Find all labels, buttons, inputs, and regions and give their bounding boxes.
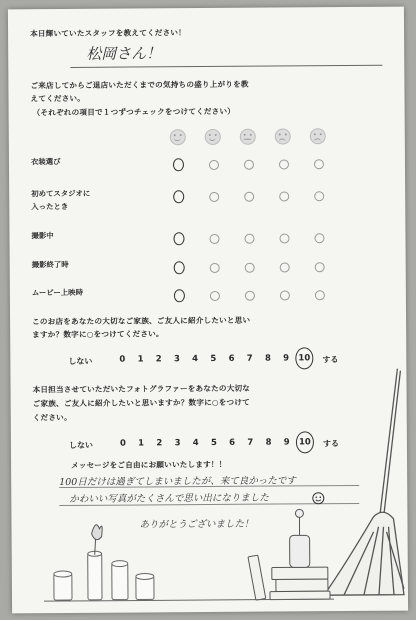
message-prompt: メッセージをご自由にお願いいたします！！ xyxy=(71,459,227,470)
survey-sheet xyxy=(8,7,408,614)
happy-face-icon xyxy=(205,129,221,145)
mood-question-line1: ご来店してからご退店いただくまでの気持ちの盛り上がりを教 xyxy=(30,79,249,91)
scale-number[interactable]: 10 xyxy=(298,437,311,448)
scale-number[interactable]: 0 xyxy=(119,438,126,449)
mood-rating-option[interactable] xyxy=(280,290,290,300)
scale-number[interactable]: 9 xyxy=(283,437,290,448)
message-line1[interactable]: 100日だけは過ぎてしまいましたが、来て良かったです xyxy=(59,475,296,489)
neutral-face-icon xyxy=(240,129,256,145)
mood-rating-option[interactable] xyxy=(210,263,220,273)
recommend-store-line2: ますか？数字に○をつけてください。 xyxy=(32,329,164,340)
recommend-photographer-line1: 本日担当させていただいたフォトグラファーをあなたの大切な xyxy=(32,383,251,395)
rose-icon xyxy=(91,525,102,555)
mood-rating-option[interactable] xyxy=(174,289,185,302)
mood-row-label-costume: 衣装選び xyxy=(30,157,61,167)
mood-rating-option[interactable] xyxy=(279,191,289,201)
mood-rating-option[interactable] xyxy=(314,233,324,243)
staff-answer-line xyxy=(70,65,382,68)
scale-number[interactable]: 7 xyxy=(246,353,253,364)
scale-number[interactable]: 6 xyxy=(229,437,236,448)
scale-number[interactable]: 9 xyxy=(283,353,290,364)
recommend-store-low: しない xyxy=(68,356,93,366)
recommend-photographer-high: する xyxy=(322,439,339,449)
mood-rating-grid xyxy=(8,7,404,10)
message-line2[interactable]: かわいい写真がたくさんで思い出になりました xyxy=(69,492,269,505)
recommend-photographer-low: しない xyxy=(68,440,93,450)
staff-answer[interactable]: 松岡さん！ xyxy=(86,44,162,63)
message-line3[interactable]: ありがとうございました！ xyxy=(139,518,254,531)
candle-icon xyxy=(54,551,154,600)
mood-rating-option[interactable] xyxy=(210,291,220,301)
mood-rating-option[interactable] xyxy=(173,158,184,171)
scale-number[interactable]: 5 xyxy=(210,353,217,364)
scale-number[interactable]: 2 xyxy=(156,438,163,449)
mood-rating-option[interactable] xyxy=(279,233,289,243)
recommend-photographer-line2: ご家族、ご友人に紹介したいと思いますか？数字に○をつけて xyxy=(32,397,250,409)
scale-number[interactable]: 5 xyxy=(210,437,217,448)
mood-rating-option[interactable] xyxy=(209,192,219,202)
scale-number[interactable]: 3 xyxy=(173,354,180,365)
mood-rating-option[interactable] xyxy=(173,190,184,203)
recommend-store-line1: このお店をあなたの大切なご家族、ご友人に紹介したいと思い xyxy=(32,315,251,327)
scale-number[interactable]: 7 xyxy=(247,437,254,448)
mood-rating-option[interactable] xyxy=(245,263,255,273)
mood-rating-option[interactable] xyxy=(314,159,324,169)
mood-question-line2: えてください。 xyxy=(30,93,86,104)
scale-number[interactable]: 8 xyxy=(264,353,271,364)
unhappy-face-icon xyxy=(275,128,291,144)
decorative-illustration xyxy=(32,367,406,610)
mood-rating-option[interactable] xyxy=(209,160,219,170)
selected-score-circle xyxy=(295,347,313,369)
mood-rating-option[interactable] xyxy=(244,192,254,202)
mood-note: （それぞれの項目で１つずつチェックをつけてください） xyxy=(32,106,236,118)
recommend-store-high: する xyxy=(322,355,339,365)
mood-rating-option[interactable] xyxy=(244,160,254,170)
mood-row-label-first-entry-2: 入ったとき xyxy=(31,201,69,212)
mood-rating-option[interactable] xyxy=(315,290,325,300)
books-icon xyxy=(248,555,330,601)
scale-number[interactable]: 8 xyxy=(265,437,272,448)
mood-row-label-shooting-end: 撮影終了時 xyxy=(31,259,69,270)
mood-row-label-movie: ムービー上映時 xyxy=(31,287,83,298)
broom-icon xyxy=(322,369,404,596)
mood-rating-option[interactable] xyxy=(174,261,185,274)
scale-number[interactable]: 3 xyxy=(174,438,181,449)
recommend-photographer-line3: ください。 xyxy=(32,412,72,423)
scale-number[interactable]: 1 xyxy=(137,354,144,365)
scale-number[interactable]: 6 xyxy=(228,353,235,364)
scale-number[interactable]: 4 xyxy=(192,354,199,365)
mood-rating-option[interactable] xyxy=(314,191,324,201)
mood-rating-option[interactable] xyxy=(280,262,290,272)
scale-number[interactable]: 10 xyxy=(298,353,311,364)
very-unhappy-face-icon xyxy=(310,128,326,144)
mood-rating-option[interactable] xyxy=(245,291,255,301)
mood-rating-option[interactable] xyxy=(244,234,254,244)
staff-question: 本日輝いていたスタッフを教えてください！ xyxy=(30,28,186,39)
mood-row-label-shooting: 撮影中 xyxy=(31,231,54,241)
lamp-icon xyxy=(289,509,309,567)
mood-rating-option[interactable] xyxy=(315,262,325,272)
scale-number[interactable]: 2 xyxy=(155,354,162,365)
scale-number[interactable]: 1 xyxy=(138,438,145,449)
mood-rating-option[interactable] xyxy=(209,234,219,244)
scale-number[interactable]: 4 xyxy=(192,438,199,449)
mood-row-label-first-entry: 初めてスタジオに xyxy=(31,188,91,199)
very-happy-face-icon xyxy=(170,129,186,145)
scale-number[interactable]: 0 xyxy=(119,354,126,365)
mood-rating-option[interactable] xyxy=(173,232,184,245)
mood-rating-option[interactable] xyxy=(279,159,289,169)
